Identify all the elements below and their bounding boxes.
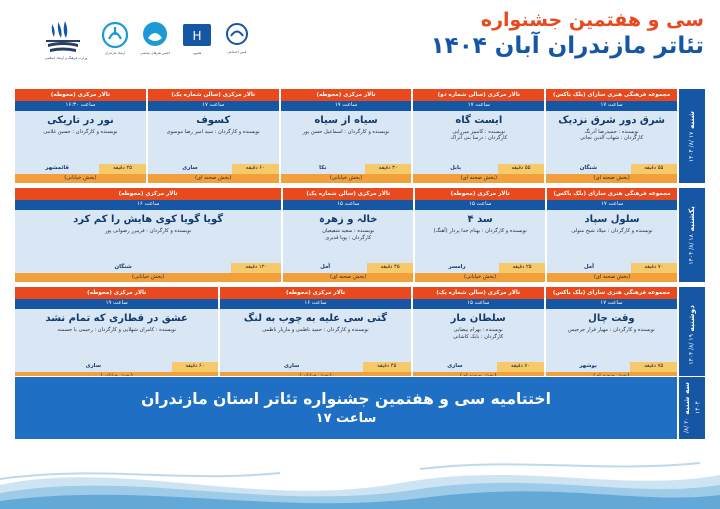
show-cell[interactable] [546, 187, 678, 283]
show-footer [546, 362, 677, 372]
city-label: بابل [413, 164, 497, 174]
show-body [15, 210, 281, 263]
city-label: شنگان [15, 263, 231, 273]
section-label: (بخش صحنه ای) [413, 174, 544, 184]
duration-label: ۴۵ دقیقه [363, 362, 411, 372]
svg-text:هامون: هامون [192, 51, 202, 55]
play-title: عشق در قطاری که تمام نشد [45, 313, 188, 325]
play-credit: نویسنده و کارگردان : میلاد شیخ متولی [571, 227, 653, 234]
show-body [281, 111, 412, 164]
play-credit: نویسنده : سعید شفیعیان کارگردان : پویا قدیری [322, 227, 375, 241]
day-name: شنبه [687, 110, 697, 129]
show-cell[interactable] [14, 187, 282, 283]
time-label: ساعت ۱۹ [15, 299, 218, 309]
section-label: (بخش صحنه ای) [148, 174, 279, 184]
closing-title: اختتامیه سی و هفتمین جشنواره تئاتر استان مازندران [141, 389, 551, 408]
show-footer [546, 164, 677, 174]
play-credit: نویسنده و کارگردان : حمید ناظمی و مازیار ناظمی [262, 327, 369, 334]
show-body [15, 309, 218, 362]
day-date: ۱۹ /۸/ ۱۴۰۴ [688, 333, 696, 365]
section-label: (بخش صحنه ای) [546, 174, 677, 184]
show-footer [281, 164, 412, 174]
section-label: (بخش خیابانی) [415, 273, 545, 283]
day-name: دوشنبه [687, 304, 697, 332]
day-tab-saturday [678, 88, 706, 184]
time-label: ساعت ۱۷ [546, 101, 677, 111]
venue-label: تالار مرکزی (محوطه) [220, 287, 410, 299]
venue-label: تالار مرکزی (محوطه) [15, 287, 218, 299]
time-label: ساعت ۱۶:۳۰ [15, 101, 146, 111]
time-label: ساعت ۱۶ [220, 299, 410, 309]
show-cell[interactable] [414, 187, 546, 283]
logo-row [42, 18, 250, 62]
time-label: ساعت ۱۷ [413, 101, 544, 111]
show-body [546, 111, 677, 164]
venue-label: تالار مرکزی (محوطه) [281, 89, 412, 101]
play-title: سلول سپاد [584, 213, 640, 225]
play-credit: نویسنده : بهرام بیضایی کارگردان : بابک کاشانی [453, 327, 504, 340]
play-title: سلطان مار [450, 313, 506, 325]
show-footer [415, 263, 545, 273]
show-cell[interactable] [280, 88, 413, 184]
duration-label: ۱۲۰ دقیقه [231, 263, 281, 273]
svg-text:وزارت فرهنگ و ارشاد اسلامی: وزارت فرهنگ و ارشاد اسلامی [44, 56, 88, 60]
duration-label: ۶۰ دقیقه [232, 164, 278, 174]
play-credit: نویسنده : کامران شهلایی و کارگردان : رحیمی با حسمنه [57, 327, 176, 334]
venue-label: تالار مرکزی (محوطه) [15, 188, 281, 200]
day-name: سه شنبه [681, 382, 691, 416]
day-date: ۲۰ /۸/ ۱۴۰۴ [682, 401, 701, 434]
city-label: ساری [220, 362, 363, 372]
duration-label: ۷۰ دقیقه [497, 362, 544, 372]
city-label: قائمشهر [15, 164, 99, 174]
show-cell[interactable] [282, 187, 414, 283]
show-footer [15, 362, 218, 372]
schedule-grid [14, 88, 706, 383]
play-title: گتی سی علیه به چوب به لنگ [243, 313, 388, 325]
theater-association-logo [140, 20, 170, 60]
wave-decoration [0, 439, 720, 509]
festival-title-line1: سی و هفتمین جشنواره [480, 9, 704, 31]
svg-text:H: H [192, 29, 202, 43]
show-cell[interactable] [219, 286, 411, 382]
festival-title [431, 10, 704, 59]
duration-label: ۲۵ دقیقه [499, 263, 545, 273]
time-label: ساعت ۱۷ [546, 299, 677, 309]
city-label: رامسر [415, 263, 499, 273]
section-label: (بخش خیابانی) [281, 174, 412, 184]
city-label: ساری [413, 362, 498, 372]
day-cells [14, 88, 678, 184]
duration-label: ۷۵ دقیقه [630, 362, 677, 372]
venue-label: تالار مرکزی (سالن شماره دو) [413, 89, 544, 101]
show-body [547, 210, 677, 263]
closing-ceremony-row [14, 376, 706, 440]
closing-ceremony-banner [14, 376, 678, 440]
play-title: کسوف [196, 114, 231, 126]
show-footer [220, 362, 410, 372]
time-label: ساعت ۱۷ [148, 101, 279, 111]
duration-label: ۷۰ دقیقه [631, 263, 677, 273]
play-credit: نویسنده و کارگردان : اسماعیل حسن پور [302, 128, 390, 135]
schedule-day-row [14, 286, 706, 382]
play-title: سد ۴ [467, 213, 493, 225]
festival-title-line2: تئاتر مازندران آبان ۱۴۰۴ [430, 32, 704, 59]
city-label: آمل [547, 263, 631, 273]
show-body [413, 309, 544, 362]
time-label: ساعت ۱۷ [547, 200, 677, 210]
show-body [413, 111, 544, 164]
play-title: ایست گاه [455, 114, 503, 126]
govt-emblem-logo [42, 18, 90, 62]
show-footer [283, 263, 413, 273]
play-title: شرق دور شرق نزدیک [558, 114, 665, 126]
day-date: ۱۸ /۸/ ۱۴۰۴ [688, 234, 696, 265]
play-credit: نویسنده و کارگردان : سید امیر رضا موسوی [166, 128, 260, 135]
city-label: بوشهر [546, 362, 631, 372]
duration-label: ۲۵ دقیقه [99, 164, 145, 174]
ministry-culture-logo [100, 20, 130, 60]
show-body [415, 210, 545, 263]
show-cell[interactable] [545, 286, 678, 382]
section-label: (بخش صحنه ای) [283, 273, 413, 283]
show-cell[interactable] [147, 88, 280, 184]
time-label: ساعت ۱۶ [15, 200, 281, 210]
duration-label: ۵۵ دقیقه [631, 164, 677, 174]
city-label: ساری [15, 362, 172, 372]
poster-header [0, 0, 720, 88]
duration-label: ۴۵ دقیقه [367, 263, 413, 273]
play-credit: نویسنده و کارگردان : حسین غلامی [43, 128, 118, 135]
day-tab-sunday [678, 187, 706, 283]
duration-label: ۶۰ دقیقه [172, 362, 219, 372]
city-label: ساری [148, 164, 232, 174]
duration-label: ۵۵ دقیقه [498, 164, 544, 174]
show-footer [15, 164, 146, 174]
play-credit: نویسنده و کارگردان : فریبرز رضوانی پور [104, 227, 192, 234]
city-label: نکا [281, 164, 365, 174]
time-label: ساعت ۱۷ [281, 101, 412, 111]
day-cells [14, 286, 678, 382]
show-cell[interactable] [412, 88, 545, 184]
time-label: ساعت ۱۵ [413, 299, 544, 309]
play-title: نور در تاریکی [47, 114, 114, 126]
play-title: گویا گویا کوی هایش را کم کرد [73, 213, 224, 225]
play-title: سیاه از سیاه [314, 114, 378, 126]
sponsor-logo [224, 20, 250, 60]
show-body [220, 309, 410, 362]
time-label: ساعت ۱۵ [415, 200, 545, 210]
duration-label: ۳۰ دقیقه [365, 164, 411, 174]
venue-label: تالار مرکزی (سالن شماره یک) [413, 287, 544, 299]
section-label: (بخش صحنه ای) [547, 273, 677, 283]
schedule-day-row [14, 88, 706, 184]
show-body [546, 309, 677, 362]
play-credit: نویسنده و کارگردان : مهیار فرار جرجیس [568, 327, 655, 334]
svg-text:تامین اجتماعی: تامین اجتماعی [227, 50, 247, 54]
day-name: یکشنبه [687, 206, 697, 232]
city-label: آمل [283, 263, 367, 273]
show-cell[interactable] [14, 88, 147, 184]
venue-label: تالار مرکزی (سالن شماره یک) [283, 188, 413, 200]
show-footer [547, 263, 677, 273]
venue-label: تالار مرکزی (محوطه) [15, 89, 146, 101]
venue-label: مجموعه فرهنگی هنری سارای (بلک باکس) [547, 188, 677, 200]
svg-text:ارشاد مازندران: ارشاد مازندران [104, 51, 126, 55]
show-footer [15, 263, 281, 273]
venue-label: تالار مرکزی (محوطه) [415, 188, 545, 200]
play-credit: نویسنده و کارگردان : بهنام خدا پرداز (آهنگ) [433, 227, 527, 234]
show-body [283, 210, 413, 263]
day-date: ۱۷ /۸/ ۱۴۰۴ [688, 131, 696, 162]
show-footer [148, 164, 279, 174]
show-cell[interactable] [412, 286, 545, 382]
play-title: وقت چال [588, 313, 635, 325]
venue-label: مجموعه فرهنگی هنری سارای (بلک باکس) [546, 89, 677, 101]
closing-time: ساعت ۱۷ [315, 411, 377, 427]
play-credit: نویسنده : حمیدرضا آذرنگ کارگردان : شهاب الدین نجاتی [580, 128, 644, 142]
play-title: خالہ و زهرہ [318, 213, 378, 225]
show-footer [413, 164, 544, 174]
section-label: (بخش خیابانی) [15, 174, 146, 184]
show-cell[interactable] [14, 286, 219, 382]
schedule-day-row [14, 187, 706, 283]
show-body [15, 111, 146, 164]
city-label: شنگان [546, 164, 630, 174]
day-cells [14, 187, 678, 283]
show-cell[interactable] [545, 88, 678, 184]
day-tab-tuesday [678, 376, 706, 440]
day-tab-monday [678, 286, 706, 382]
play-credit: نویسنده : کامبیز میرزایی کارگردان : درسا بنی آتراک [450, 128, 508, 142]
venue-label: مجموعه فرهنگی هنری سارای (بلک باکس) [546, 287, 677, 299]
venue-label: تالار مرکزی (سالن شماره یک) [148, 89, 279, 101]
show-footer [413, 362, 544, 372]
section-label: (بخش خیابانی) [15, 273, 281, 283]
hamyan-logo [180, 20, 214, 60]
svg-text:انجمن هنرهای نمایشی: انجمن هنرهای نمایشی [140, 51, 170, 55]
show-body [148, 111, 279, 164]
time-label: ساعت ۱۵ [283, 200, 413, 210]
